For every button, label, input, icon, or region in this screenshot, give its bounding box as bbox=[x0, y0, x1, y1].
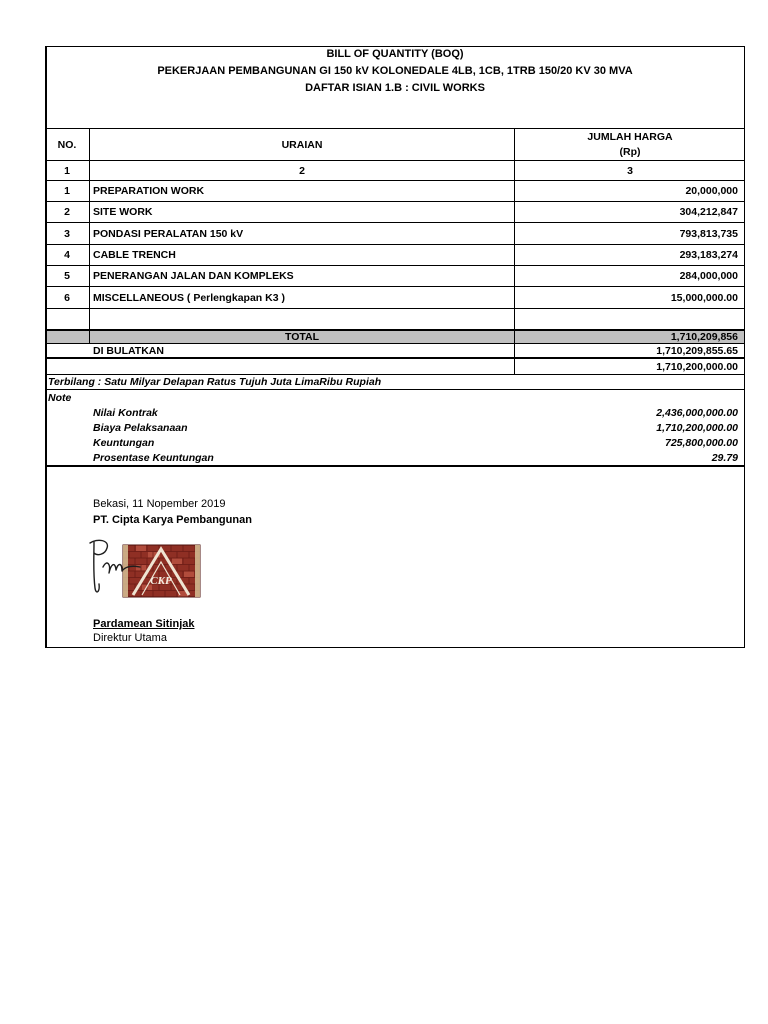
item-amount: 304,212,847 bbox=[679, 206, 738, 218]
boq-document bbox=[45, 46, 745, 648]
item-description: MISCELLANEOUS ( Perlengkapan K3 ) bbox=[90, 287, 515, 308]
rounded-label: DI BULATKAN bbox=[45, 344, 515, 357]
table-row bbox=[45, 266, 745, 287]
item-description: PONDASI PERALATAN 150 kV bbox=[90, 223, 515, 244]
column-number-1: 1 bbox=[45, 161, 90, 180]
place-date: Bekasi, 11 Nopember 2019 bbox=[93, 498, 226, 510]
final-value-row bbox=[45, 359, 745, 375]
note-item bbox=[93, 421, 738, 435]
note-label: Biaya Pelaksanaan bbox=[93, 422, 188, 434]
final-empty-cell bbox=[45, 359, 515, 374]
final-value: 1,710,200,000.00 bbox=[656, 360, 738, 373]
header-no: NO. bbox=[45, 129, 90, 160]
stamp-edge-strip bbox=[123, 545, 128, 597]
signatory-position: Direktur Utama bbox=[93, 632, 167, 644]
item-no: 5 bbox=[45, 266, 90, 286]
table-row bbox=[45, 245, 745, 266]
item-no: 1 bbox=[45, 181, 90, 201]
terbilang-row bbox=[45, 375, 745, 390]
empty-cell bbox=[45, 309, 90, 329]
header-uraian: URAIAN bbox=[90, 129, 515, 160]
item-no: 3 bbox=[45, 223, 90, 244]
note-label: Nilai Kontrak bbox=[93, 407, 158, 419]
logo-lettering: CKP bbox=[150, 575, 172, 587]
note-item bbox=[93, 436, 738, 450]
document-title: BILL OF QUANTITY (BOQ) bbox=[326, 48, 464, 60]
item-no: 4 bbox=[45, 245, 90, 265]
note-label: Keuntungan bbox=[93, 437, 155, 449]
table-row bbox=[45, 181, 745, 202]
note-label: Prosentase Keuntungan bbox=[93, 452, 214, 464]
company-logo-stamp bbox=[123, 545, 200, 597]
note-section bbox=[45, 390, 745, 467]
header-jumlah-harga-label: JUMLAH HARGA bbox=[587, 130, 673, 143]
note-value: 1,710,200,000.00 bbox=[656, 422, 738, 434]
item-amount: 284,000,000 bbox=[679, 270, 738, 282]
item-description: SITE WORK bbox=[90, 202, 515, 222]
item-amount: 293,183,274 bbox=[679, 249, 738, 261]
total-label: TOTAL bbox=[90, 331, 515, 343]
stamp-edge-strip bbox=[195, 545, 200, 597]
total-empty-cell bbox=[45, 331, 90, 343]
item-description: PENERANGAN JALAN DAN KOMPLEKS bbox=[90, 266, 515, 286]
empty-table-row bbox=[45, 309, 745, 330]
note-value: 2,436,000,000.00 bbox=[656, 407, 738, 419]
header-jumlah-harga bbox=[515, 129, 745, 160]
table-row bbox=[45, 287, 745, 309]
rounded-row bbox=[45, 344, 745, 359]
signatory-name: Pardamean Sitinjak bbox=[93, 618, 195, 630]
company-name: PT. Cipta Karya Pembangunan bbox=[93, 514, 252, 526]
empty-cell bbox=[90, 309, 515, 329]
item-no: 6 bbox=[45, 287, 90, 308]
column-number-2: 2 bbox=[90, 161, 515, 180]
table-row bbox=[45, 202, 745, 223]
note-value: 725,800,000.00 bbox=[665, 437, 738, 449]
document-subtitle: PEKERJAAN PEMBANGUNAN GI 150 kV KOLONEDALE 4LB, 1CB, 1TRB 150/20 KV 30 MVA bbox=[157, 65, 633, 77]
column-number-3: 3 bbox=[627, 164, 633, 177]
item-amount: 15,000,000.00 bbox=[670, 291, 738, 304]
header-currency-unit: (Rp) bbox=[619, 145, 641, 158]
table-row bbox=[45, 223, 745, 245]
item-amount: 20,000,000 bbox=[685, 185, 738, 197]
note-value: 29.79 bbox=[711, 452, 738, 464]
signature-and-stamp bbox=[85, 534, 210, 606]
total-row bbox=[45, 330, 745, 344]
item-no: 2 bbox=[45, 202, 90, 222]
note-item bbox=[93, 406, 738, 420]
document-section: DAFTAR ISIAN 1.B : CIVIL WORKS bbox=[305, 82, 485, 94]
note-item bbox=[93, 451, 738, 465]
table-header-row bbox=[45, 128, 745, 161]
column-number-row bbox=[45, 161, 745, 181]
total-value: 1,710,209,856 bbox=[670, 331, 738, 343]
item-amount: 793,813,735 bbox=[679, 227, 738, 240]
empty-cell bbox=[515, 309, 745, 329]
item-description: CABLE TRENCH bbox=[90, 245, 515, 265]
rounded-value: 1,710,209,855.65 bbox=[656, 344, 738, 357]
item-description: PREPARATION WORK bbox=[90, 181, 515, 201]
note-heading: Note bbox=[48, 392, 72, 404]
terbilang-text: Terbilang : Satu Milyar Delapan Ratus Tujuh Juta LimaRibu Rupiah bbox=[48, 376, 382, 388]
